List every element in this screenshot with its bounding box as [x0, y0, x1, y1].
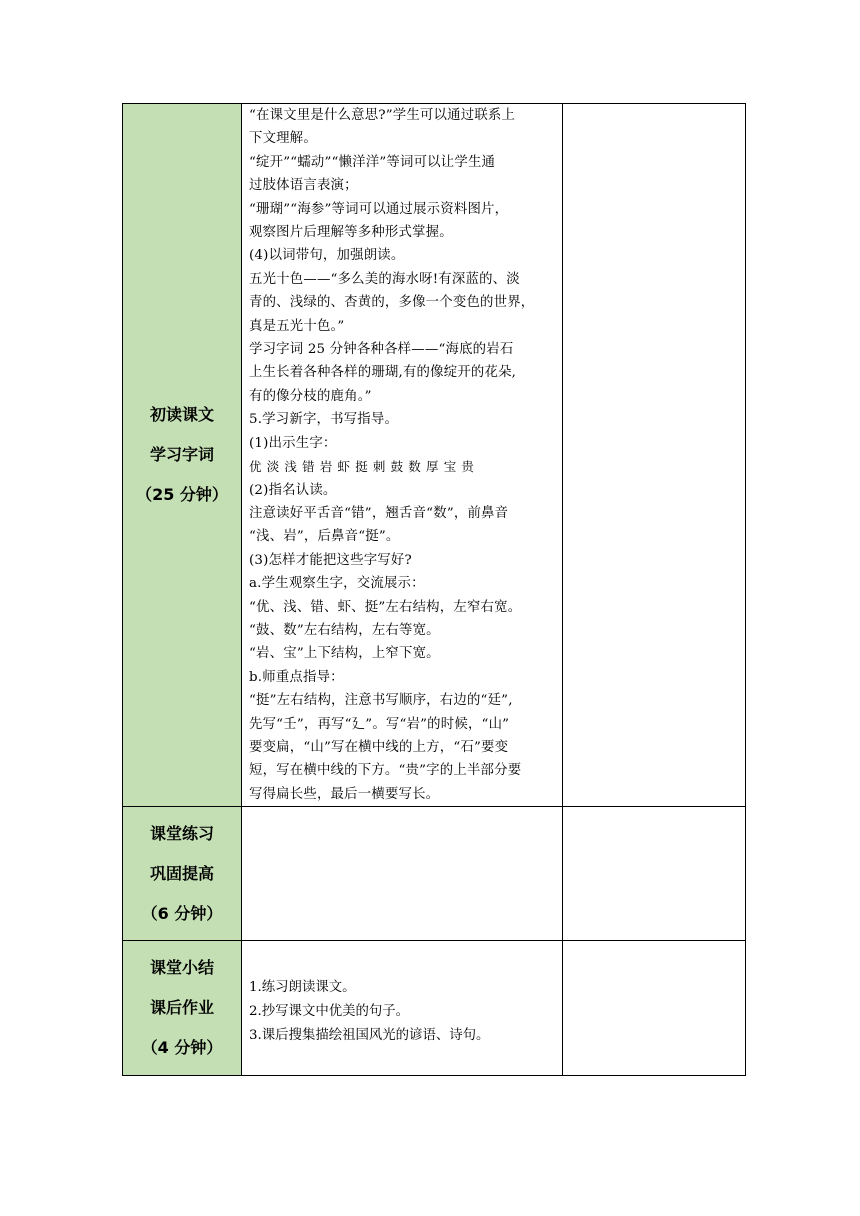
section-title: 课堂练习	[149, 823, 214, 843]
section-duration: （6 分钟）	[141, 903, 223, 923]
content-line: (2)指名认读。	[249, 482, 337, 498]
notes-cell	[563, 807, 746, 941]
content-line: 3.课后搜集描绘祖国风光的谚语、诗句。	[249, 1028, 490, 1044]
content-line: “挺”左右结构，注意书写顺序，右边的“廷”,	[249, 693, 513, 709]
content-line: 过肢体语言表演；	[249, 178, 358, 194]
content-line: 写得扁长些，最后一横要写长。	[249, 786, 440, 802]
section-label-cell	[123, 104, 242, 807]
content-line: 学习字词 25 分钟各种各样——“海底的岩石	[249, 342, 514, 358]
content-line: 注意读好平舌音“错”，翘舌音“数”，前鼻音	[249, 505, 509, 521]
content-line: “鼓、数”左右结构，左右等宽。	[249, 622, 440, 638]
content-line: 先写“壬”，再写“廴”。写“岩”的时候，“山”	[249, 716, 510, 732]
teaching-content-cell	[242, 807, 563, 941]
section-subtitle: 学习字词	[149, 445, 214, 465]
content-line: 有的像分枝的鹿角。”	[249, 388, 372, 404]
content-line: 1.练习朗读课文。	[249, 980, 356, 996]
content-line: 青的、浅绿的、杏黄的，多像一个变色的世界，	[249, 295, 535, 311]
content-line: 5.学习新字，书写指导。	[249, 412, 399, 428]
section-title: 初读课文	[149, 405, 214, 425]
section-label-cell	[123, 807, 242, 941]
content-line: 短，写在横中线的下方。“贵”字的上半部分要	[249, 763, 522, 779]
content-line: 上生长着各种各样的珊瑚,有的像绽开的花朵,	[249, 365, 517, 381]
content-line: “优、浅、错、虾、挺”左右结构，左窄右宽。	[249, 599, 522, 615]
content-line: 2.抄写课文中优美的句子。	[249, 1004, 410, 1020]
section-subtitle: 课后作业	[149, 998, 214, 1018]
lesson-plan-table	[122, 103, 746, 1076]
notes-cell	[563, 941, 746, 1076]
content-line: (1)出示生字：	[249, 435, 337, 451]
section-duration: （4 分钟）	[141, 1038, 223, 1058]
homework-list	[242, 941, 562, 1048]
content-line: (4)以词带句，加强朗读。	[249, 248, 405, 264]
content-line: “岩、宝”上下结构，上窄下宽。	[249, 646, 440, 662]
table-row	[123, 807, 746, 941]
content-line: 优淡浅错岩虾挺刺鼓数厚宝贵	[249, 459, 480, 475]
section-duration: （25 分钟）	[136, 485, 228, 505]
section-subtitle: 巩固提高	[149, 863, 214, 883]
section-title: 课堂小结	[149, 958, 214, 978]
content-line: 真是五光十色。”	[249, 318, 345, 334]
table-row	[123, 104, 746, 807]
content-line: a.学生观察生字，交流展示：	[249, 576, 425, 592]
content-line: (3)怎样才能把这些字写好?	[249, 552, 412, 568]
table-row	[123, 941, 746, 1076]
teaching-content-cell	[242, 104, 563, 807]
content-line: “浅、岩”，后鼻音“挺”。	[249, 529, 400, 545]
content-line: 下文理解。	[249, 131, 317, 147]
content-line: b.师重点指导：	[249, 669, 344, 685]
notes-cell	[563, 104, 746, 807]
content-line: “珊瑚”“海参”等词可以通过展示资料图片，	[249, 201, 509, 217]
content-line: 观察图片后理解等多种形式掌握。	[249, 225, 453, 241]
content-line: “绽开”“蠕动”“懒洋洋”等词可以让学生通	[249, 154, 496, 170]
teaching-content-cell	[242, 941, 563, 1076]
teaching-content	[242, 104, 562, 806]
section-label-cell	[123, 941, 242, 1076]
content-line: 要变扁，“山”写在横中线的上方，“石”要变	[249, 739, 509, 755]
content-line: “在课文里是什么意思?”学生可以通过联系上	[249, 108, 516, 123]
content-line: 五光十色——“多么美的海水呀!有深蓝的、淡	[249, 271, 520, 287]
